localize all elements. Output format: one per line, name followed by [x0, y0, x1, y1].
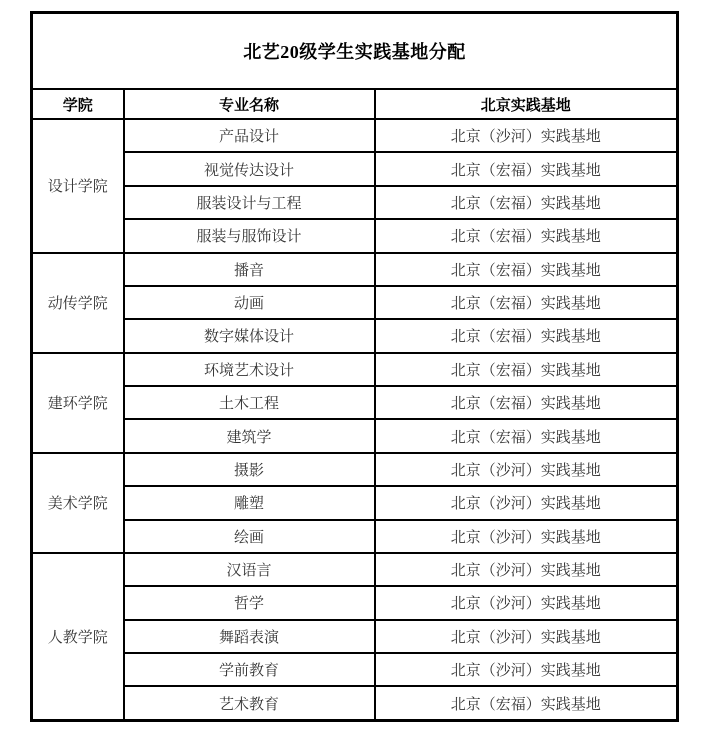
- table-row: [32, 253, 678, 286]
- base-cell: 北京（沙河）实践基地: [375, 453, 678, 486]
- base-cell: 北京（宏福）实践基地: [375, 319, 678, 352]
- major-cell: 雕塑: [124, 486, 375, 519]
- base-cell: 北京（宏福）实践基地: [375, 419, 678, 452]
- major-cell: 学前教育: [124, 653, 375, 686]
- column-header-major: 专业名称: [124, 89, 375, 119]
- base-cell: 北京（沙河）实践基地: [375, 486, 678, 519]
- major-cell: 服装设计与工程: [124, 186, 375, 219]
- major-cell: 数字媒体设计: [124, 319, 375, 352]
- major-cell: 环境艺术设计: [124, 353, 375, 386]
- table-row: [32, 219, 678, 252]
- table-row: [32, 553, 678, 586]
- table-row: [32, 653, 678, 686]
- base-cell: 北京（沙河）实践基地: [375, 620, 678, 653]
- college-cell: 人教学院: [32, 553, 124, 721]
- major-cell: 哲学: [124, 586, 375, 619]
- practice-base-allocation-table: [30, 11, 679, 722]
- major-cell: 播音: [124, 253, 375, 286]
- major-cell: 汉语言: [124, 553, 375, 586]
- college-cell: 设计学院: [32, 119, 124, 253]
- base-cell: 北京（宏福）实践基地: [375, 286, 678, 319]
- table-row: [32, 453, 678, 486]
- college-cell: 动传学院: [32, 253, 124, 353]
- major-cell: 摄影: [124, 453, 375, 486]
- table-row: [32, 520, 678, 553]
- column-header-college: 学院: [32, 89, 124, 119]
- table-row: [32, 386, 678, 419]
- base-cell: 北京（宏福）实践基地: [375, 353, 678, 386]
- base-cell: 北京（宏福）实践基地: [375, 386, 678, 419]
- major-cell: 建筑学: [124, 419, 375, 452]
- major-cell: 土木工程: [124, 386, 375, 419]
- table-row: [32, 686, 678, 720]
- table-row: [32, 152, 678, 185]
- base-cell: 北京（沙河）实践基地: [375, 553, 678, 586]
- table-row: [32, 353, 678, 386]
- major-cell: 绘画: [124, 520, 375, 553]
- table-row: [32, 319, 678, 352]
- major-cell: 服装与服饰设计: [124, 219, 375, 252]
- base-cell: 北京（宏福）实践基地: [375, 686, 678, 720]
- base-cell: 北京（宏福）实践基地: [375, 186, 678, 219]
- table-row: [32, 119, 678, 152]
- base-cell: 北京（沙河）实践基地: [375, 119, 678, 152]
- title-row: [32, 13, 678, 90]
- college-cell: 美术学院: [32, 453, 124, 553]
- table-row: [32, 419, 678, 452]
- base-cell: 北京（宏福）实践基地: [375, 253, 678, 286]
- table-title: 北艺20级学生实践基地分配: [32, 13, 678, 90]
- major-cell: 动画: [124, 286, 375, 319]
- base-cell: 北京（沙河）实践基地: [375, 586, 678, 619]
- base-cell: 北京（沙河）实践基地: [375, 653, 678, 686]
- base-cell: 北京（宏福）实践基地: [375, 219, 678, 252]
- major-cell: 产品设计: [124, 119, 375, 152]
- column-header-base: 北京实践基地: [375, 89, 678, 119]
- table-row: [32, 620, 678, 653]
- major-cell: 艺术教育: [124, 686, 375, 720]
- major-cell: 舞蹈表演: [124, 620, 375, 653]
- table-row: [32, 586, 678, 619]
- major-cell: 视觉传达设计: [124, 152, 375, 185]
- base-cell: 北京（沙河）实践基地: [375, 520, 678, 553]
- header-row: [32, 89, 678, 119]
- base-cell: 北京（宏福）实践基地: [375, 152, 678, 185]
- table-row: [32, 186, 678, 219]
- table-row: [32, 486, 678, 519]
- college-cell: 建环学院: [32, 353, 124, 453]
- table-row: [32, 286, 678, 319]
